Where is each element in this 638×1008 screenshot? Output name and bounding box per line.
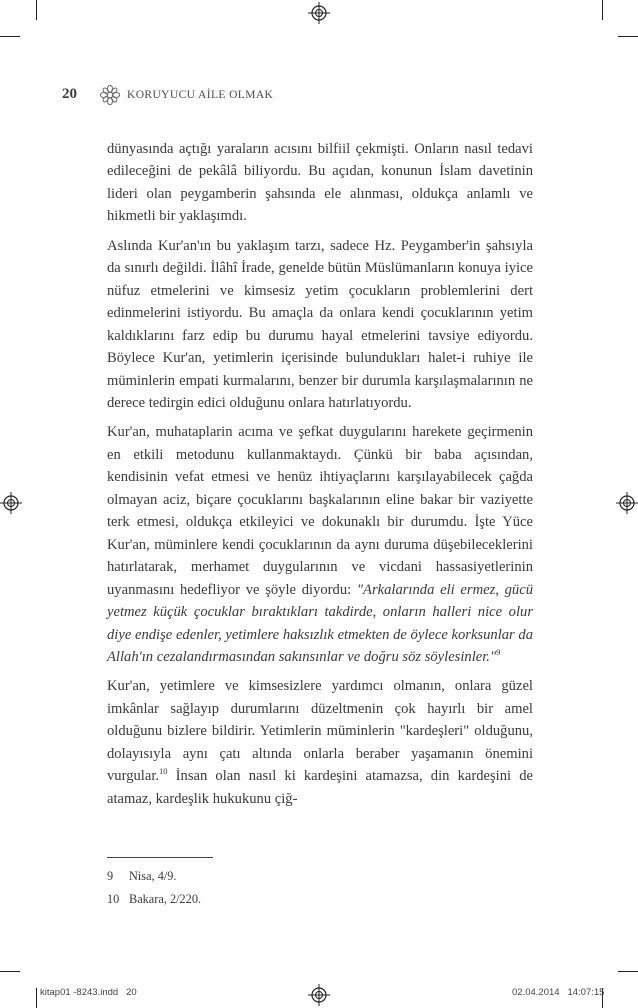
paragraph-4-text-b: İnsan olan nasıl ki kardeşini atamazsa, din kardeşini de atamaz, kardeşlik hukukunu çiğ- — [107, 768, 533, 807]
crop-mark-top-right-h — [618, 36, 638, 37]
crop-mark-top-right — [602, 0, 603, 20]
quran-quote: "Arkalarında eli ermez, gücü yetmez küçük çocuklar bıraktıkları takdirde, onların halleri nice olur diye endişe edenler, yetimlere haksızlık etmekten de öylece korksunlar da Allah'ın cezalandırmasından sakınsınlar ve doğru söz söylesinler." — [107, 581, 534, 665]
paragraph-3-text: Kur'an, muhataplarin acıma ve şefkat duygularını harekete geçirmenin en etkili metodunu kullanmaktaydı. Çünkü bir baba açısından, kendisinin vefat etmesi ve henüz ihtiyaçlarını karşılayabilecek çağda olmayan aciz, biçare çocuklarını başkalarının eline bakar bir vaziyette terk etmesi, oldukça etkileyici ve dokunaklı bir durumdu. İşte Yüce Kur'an, müminlere kendi çocuklarının da aynı duruma düşebileceklerini hatırlatarak, merhamet duygularının ve vicdani hassasiyetlerinin uyanmasını hedefliyor ve şöyle diyordu: — [107, 424, 533, 598]
registration-mark-bottom-icon — [308, 984, 330, 1006]
crop-mark-bottom-left-h — [0, 971, 20, 972]
running-title: KORUYUCU AİLE OLMAK — [127, 89, 274, 101]
footnote-text: Nisa, 4/9. — [129, 869, 177, 883]
registration-mark-right-icon — [616, 492, 638, 514]
flower-ornament-icon — [99, 84, 121, 106]
footnote-divider — [107, 857, 213, 858]
crop-mark-bottom-right-h — [618, 971, 638, 972]
paragraph-3 — [107, 421, 533, 668]
footnote-number: 9 — [107, 869, 114, 883]
crop-mark-top-left — [36, 0, 37, 20]
footnote-9 — [107, 865, 201, 888]
page-number: 20 — [62, 86, 77, 102]
footnote-10 — [107, 888, 201, 911]
crop-mark-top-left-h — [0, 36, 20, 37]
crop-mark-bottom-left — [36, 988, 37, 1008]
slug-timestamp: 02.04.2014 14:07:15 — [512, 987, 605, 998]
slug-filename: kitap01 -8243.indd 20 — [40, 987, 137, 998]
footnote-ref-10: 10 — [159, 766, 168, 777]
paragraph-1: dünyasında açtığı yaraların acısını bilfiil çekmişti. Onların nasıl tedavi edileceğini de pekâlâ biliyordu. Bu açıdan, konunun İslam davetinin lideri olan peygamberin şahsında ele alınması, oldukça anlamlı ve hikmetli bir yaklaşımdı. — [107, 141, 533, 225]
registration-mark-top-icon — [308, 2, 330, 24]
footnote-number: 10 — [107, 892, 120, 906]
footnotes — [107, 865, 201, 911]
paragraph-4 — [107, 675, 533, 810]
paragraph-2: Aslında Kur'an'ın bu yaklaşım tarzı, sadece Hz. Peygamber'in şahsıyla da sınırlı değildi. İlâhî İrade, genelde bütün Müslümanların konuya iyice nüfuz etmelerini ve kimsesiz yetim çocukların problemlerini dert edinmelerini istiyordu. Bu amaçla da onlara kendi çocuklarının yetim kaldıklarını farz edip bu durumu hayal etmelerini tavsiye ediyordu. Böylece Kur'an, yetimlerin içerisinde bulundukları halet-i ruhiye ile müminlerin empati kurmalarını, benzer bir durumla karşılaşmalarının ne derece tedirgin edici olduğunu onlara hatırlatıyordu. — [107, 237, 533, 411]
body-text — [107, 138, 533, 817]
registration-mark-left-icon — [0, 492, 22, 514]
footnote-text: Bakara, 2/220. — [129, 892, 202, 906]
paragraph-4-text-a: Kur'an, yetimlere ve kimsesizlere yardımcı olmanın, onlara güzel imkânlar sağlayıp durumlarını düzeltmenin çok hayırlı bir amel olduğunu bizlere bildirir. Yetimlerin müminlerin "kardeşleri" olduğunu, dolayısıyla aynı çatı altında onlarla beraber yaşamanın önemini vurgular. — [107, 678, 533, 785]
footnote-ref-9: 9 — [496, 646, 501, 657]
